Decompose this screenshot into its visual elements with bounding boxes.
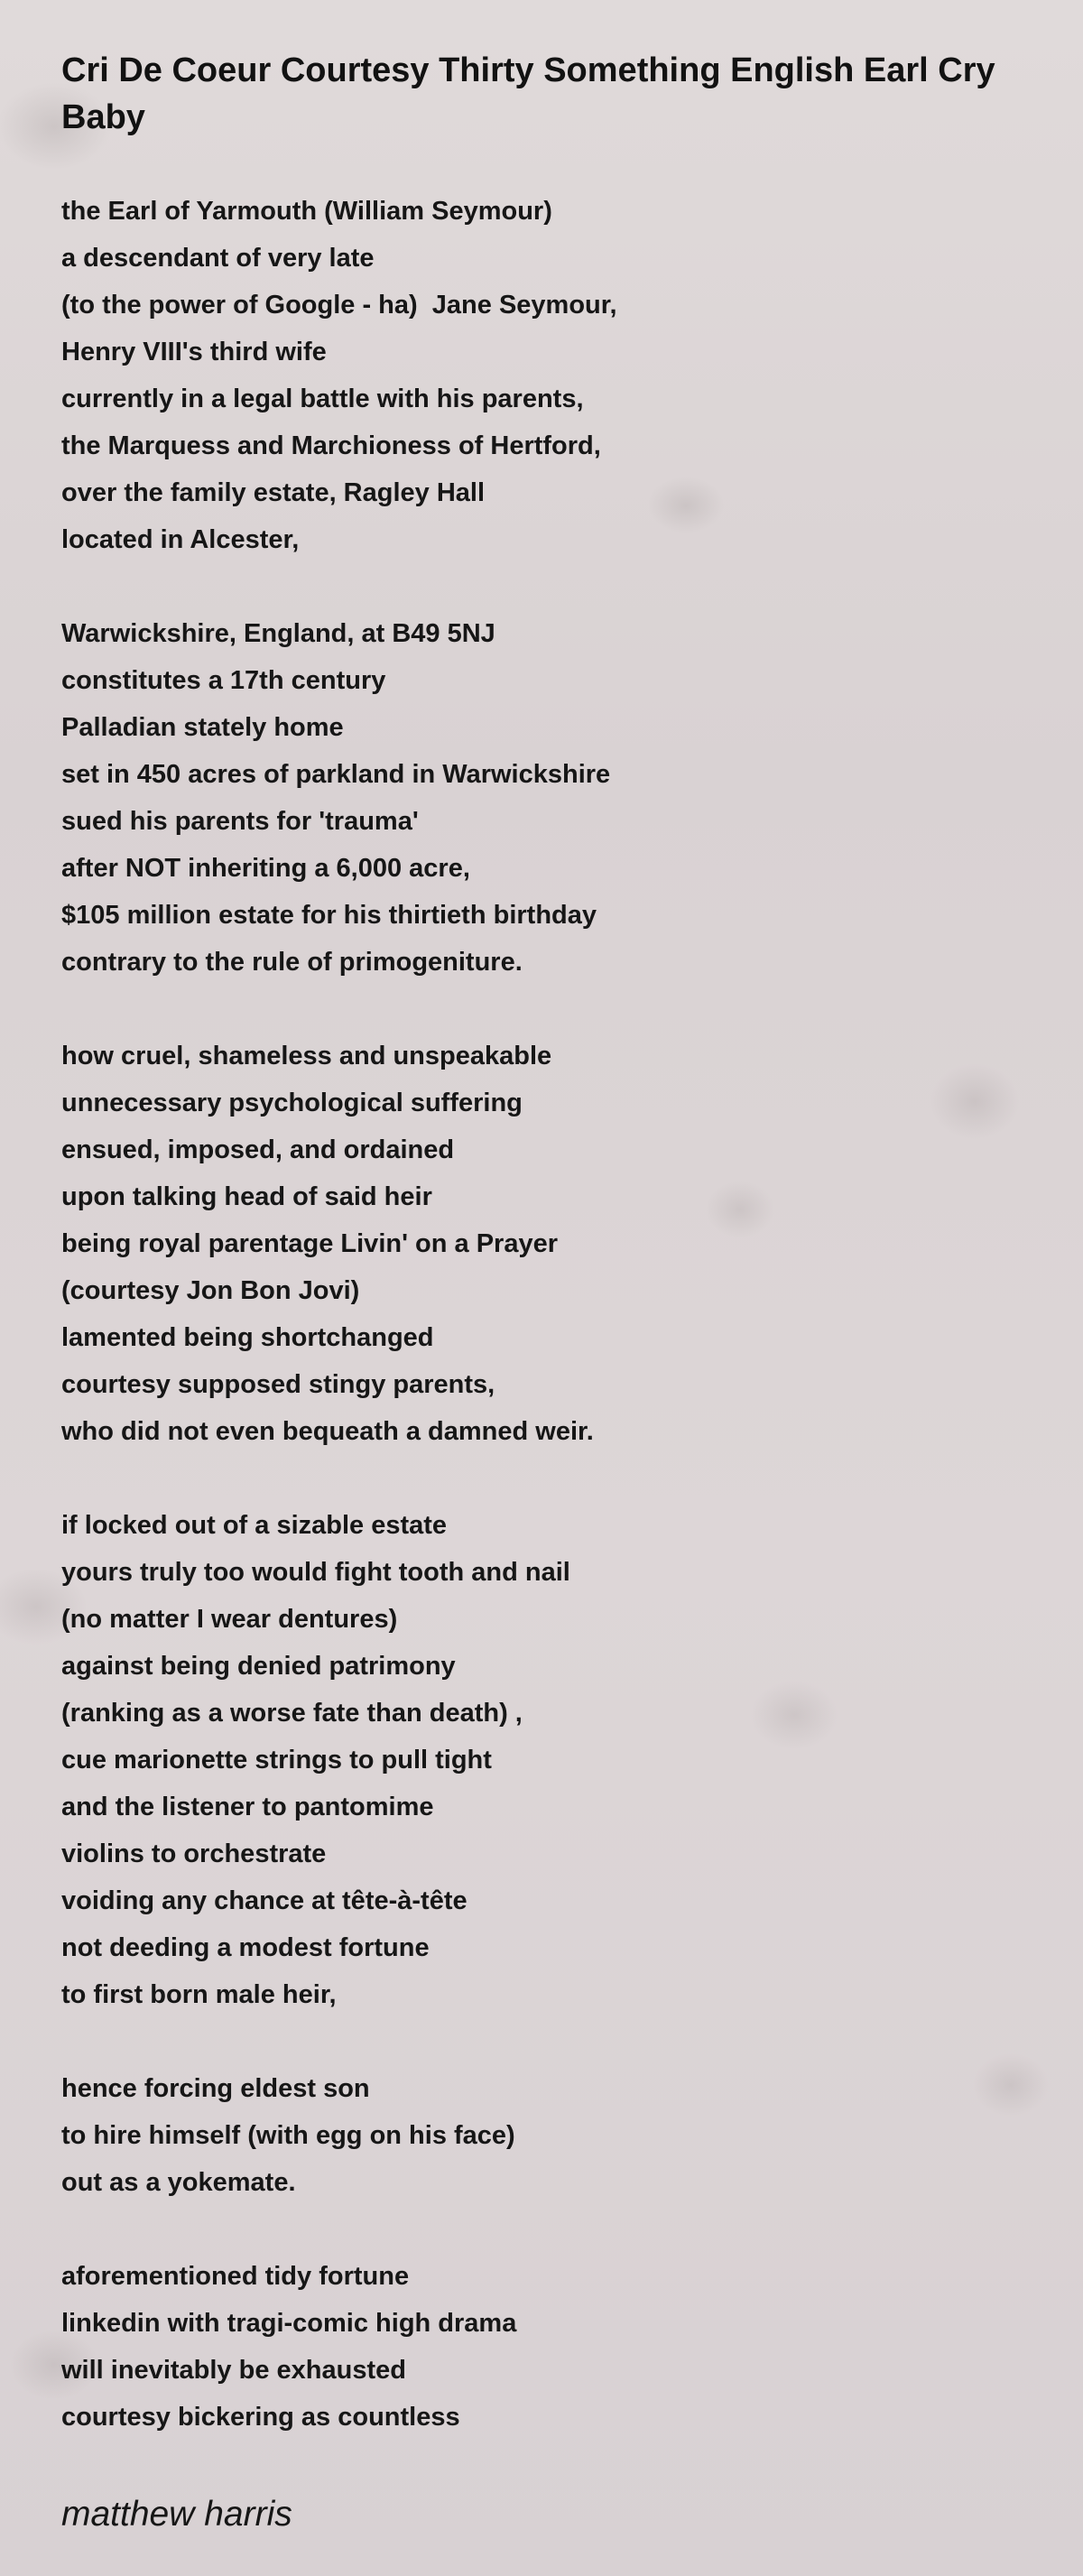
poem-line: upon talking head of said heir <box>61 1182 432 1211</box>
poem-line: courtesy supposed stingy parents, <box>61 1370 495 1399</box>
poem-line: (ranking as a worse fate than death) , <box>61 1699 523 1728</box>
poem-line: (courtesy Jon Bon Jovi) <box>61 1276 360 1305</box>
poem-line: cue marionette strings to pull tight <box>61 1746 492 1774</box>
poem-line: against being denied patrimony <box>61 1652 456 1681</box>
poem-stanza <box>61 188 1036 563</box>
poem-line: aforementioned tidy fortune <box>61 2262 410 2291</box>
poem-line: currently in a legal battle with his parents, <box>61 385 584 413</box>
poem-line: unnecessary psychological suffering <box>61 1089 523 1117</box>
poem-stanza <box>61 2065 1036 2206</box>
poem-stanza <box>61 1033 1036 1455</box>
poem-line: $105 million estate for his thirtieth birthday <box>61 901 597 930</box>
poem-line: hence forcing eldest son <box>61 2074 370 2103</box>
poem-line: violins to orchestrate <box>61 1839 327 1868</box>
poem-container <box>61 47 1036 2536</box>
poem-line: set in 450 acres of parkland in Warwickshire <box>61 760 611 789</box>
poem-line: Warwickshire, England, at B49 5NJ <box>61 619 495 648</box>
poem-stanza <box>61 2253 1036 2441</box>
poem-line: a descendant of very late <box>61 244 375 273</box>
poem-line: out as a yokemate. <box>61 2168 296 2197</box>
poem-stanza <box>61 1502 1036 2018</box>
poem-line: not deeding a modest fortune <box>61 1933 430 1962</box>
poem-line: courtesy bickering as countless <box>61 2403 460 2432</box>
poem-line: the Marquess and Marchioness of Hertford, <box>61 431 601 460</box>
poem-line: being royal parentage Livin' on a Prayer <box>61 1229 559 1258</box>
poem-line: (no matter I wear dentures) <box>61 1605 398 1634</box>
poem-line: linkedin with tragi-comic high drama <box>61 2309 517 2338</box>
poem-line: lamented being shortchanged <box>61 1323 434 1352</box>
poem-line: if locked out of a sizable estate <box>61 1511 448 1540</box>
poem-line: yours truly too would fight tooth and nail <box>61 1558 570 1587</box>
poem-author: matthew harris <box>61 2495 292 2534</box>
poem-line: Palladian stately home <box>61 713 344 742</box>
poem-line: ensued, imposed, and ordained <box>61 1135 455 1164</box>
poem-line: how cruel, shameless and unspeakable <box>61 1042 552 1070</box>
poem-line: the Earl of Yarmouth (William Seymour) <box>61 197 552 226</box>
poem-line: constitutes a 17th century <box>61 666 386 695</box>
poem-line: voiding any chance at tête-à-tête <box>61 1886 467 1915</box>
poem-line: after NOT inheriting a 6,000 acre, <box>61 854 470 883</box>
poem-line: to hire himself (with egg on his face) <box>61 2121 515 2150</box>
poem-line: sued his parents for 'trauma' <box>61 807 419 836</box>
poem-title: Cri De Coeur Courtesy Thirty Something English Earl Cry Baby <box>61 51 995 136</box>
poem-line: will inevitably be exhausted <box>61 2356 406 2385</box>
poem-line: and the listener to pantomime <box>61 1793 434 1821</box>
poem-line: located in Alcester, <box>61 525 300 554</box>
poem-line: Henry VIII's third wife <box>61 338 327 366</box>
poem-line: contrary to the rule of primogeniture. <box>61 948 523 977</box>
poem-line: to first born male heir, <box>61 1980 337 2009</box>
poem-line: who did not even bequeath a damned weir. <box>61 1417 594 1446</box>
poem-line: over the family estate, Ragley Hall <box>61 478 486 507</box>
poem-line: (to the power of Google - ha) Jane Seymour, <box>61 291 617 320</box>
poem-stanza <box>61 610 1036 986</box>
poem-body <box>61 188 1036 2441</box>
